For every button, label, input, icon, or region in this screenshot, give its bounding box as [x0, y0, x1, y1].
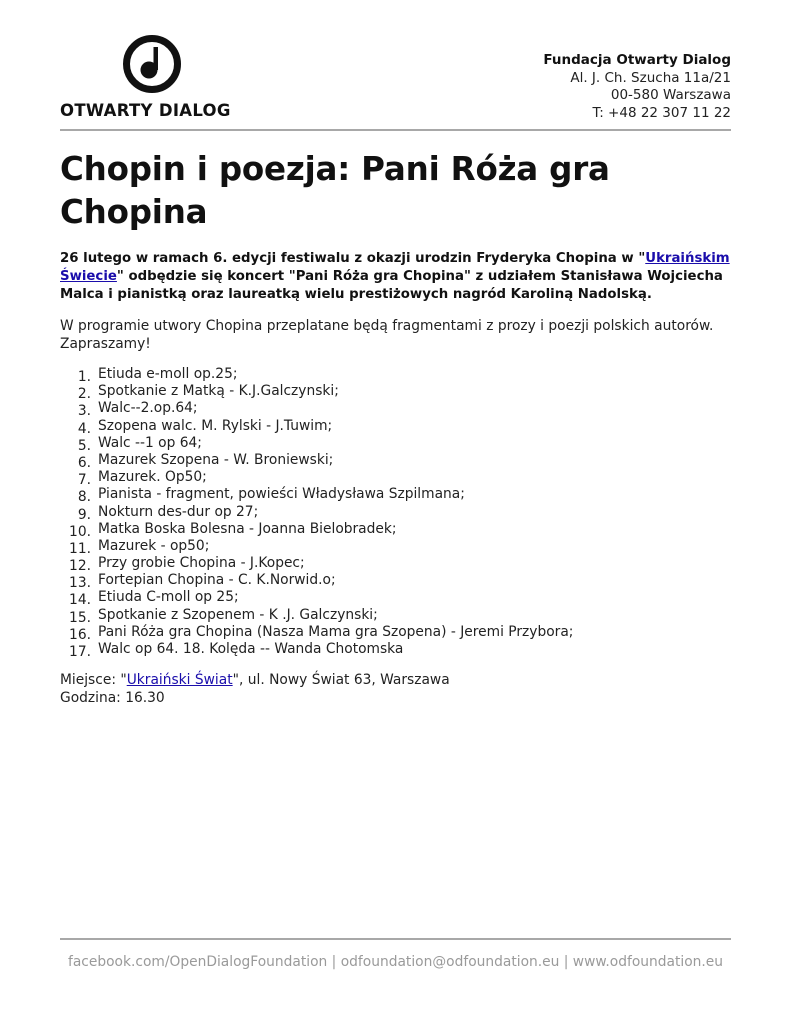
program-item-number: 8. [77, 489, 91, 506]
footer-links: facebook.com/OpenDialogFoundation | odfoundation@odfoundation.eu | www.odfoundation.eu [67, 954, 724, 970]
program-item [60, 452, 732, 469]
program-item [60, 435, 732, 452]
program-item [60, 572, 732, 592]
event-time: Godzina: 16.30 [60, 689, 165, 706]
program-list [60, 366, 732, 658]
program-item-number: 4. [77, 420, 91, 437]
program-item [60, 538, 732, 555]
program-item-number: 16. [69, 626, 91, 643]
venue-address: ", ul. Nowy Świat 63, Warszawa [232, 672, 450, 688]
program-item-number: 1. [77, 369, 91, 385]
lead-text-start: 26 lutego w ramach 6. edycji festiwalu z okazji urodzin Fryderyka Chopina w " [60, 251, 646, 266]
note-circle-icon [122, 34, 182, 94]
program-item-number: 13. [69, 575, 91, 592]
program-item [60, 504, 732, 521]
intro-paragraph: W programie utwory Chopina przeplatane będą fragmentami z prozy i poezji polskich autorów. Zapraszamy! [60, 318, 714, 352]
venue-link[interactable]: Ukraiński Świat [126, 672, 233, 688]
program-item [60, 589, 732, 609]
program-item [60, 521, 732, 538]
program-item-text: Spotkanie z Szopenem - K .J. Galczynski; [98, 606, 378, 623]
program-item-number: 17. [69, 644, 91, 660]
program-item-text: Walc op 64. 18. Kolęda -- Wanda Chotomska [98, 641, 404, 657]
program-item-number: 9. [77, 506, 91, 523]
program-item-number: 6. [77, 454, 91, 471]
program-item-number: 5. [77, 437, 91, 454]
address-line-1: Al. J. Ch. Szucha 11a/21 [570, 69, 731, 86]
page-title: Chopin i poezja: Pani Róża gra Chopina [60, 150, 610, 231]
program-item-text: Szopena walc. M. Rylski - J.Tuwim; [98, 417, 333, 434]
program-item [60, 607, 732, 624]
program-item-text: Matka Boska Bolesna - Joanna Bielobradek; [98, 520, 397, 537]
phone-number: T: +48 22 307 11 22 [592, 104, 731, 121]
program-item-text: Pani Róża gra Chopina (Nasza Mama gra Szopena) - Jeremi Przybora; [98, 623, 574, 640]
program-item-number: 2. [77, 386, 91, 403]
program-item [60, 555, 732, 575]
header-divider [60, 129, 731, 131]
organization-contact [543, 52, 731, 122]
program-item-text: Spotkanie z Matką - K.J.Galczynski; [98, 383, 339, 400]
program-item-number: 15. [69, 609, 91, 626]
program-item-text: Mazurek Szopena - W. Broniewski; [98, 451, 334, 468]
program-item-number: 3. [77, 403, 91, 420]
lead-text-end: " odbędzie się koncert "Pani Róża gra Chopina" z udziałem Stanisława Wojciecha Malca i pianistką oraz laureatką wielu prestiżowych nagród Karoliną Nadolską. [60, 269, 723, 302]
program-item [60, 624, 732, 641]
program-item [60, 400, 732, 420]
venue-info [60, 672, 732, 707]
program-item-number: 7. [77, 472, 91, 489]
logo [60, 34, 260, 124]
program-item-text: Nokturn des-dur op 27; [98, 503, 259, 520]
venue-prefix: Miejsce: " [60, 672, 127, 688]
program-item-text: Walc --1 op 64; [98, 434, 202, 451]
logo-text: OTWARTY DIALOG [60, 101, 231, 120]
program-item [60, 366, 732, 383]
address-line-2: 00-580 Warszawa [610, 87, 731, 103]
program-item-text: Przy grobie Chopina - J.Kopec; [98, 555, 305, 572]
ukrainski-swiat-link[interactable]: Ukraińskim Świecie [60, 251, 730, 284]
program-item-text: Pianista - fragment, powieści Władysława Szpilmana; [98, 486, 465, 503]
program-item-number: 11. [69, 540, 91, 557]
program-item-text: Mazurek. Op50; [98, 469, 207, 486]
program-item-number: 10. [69, 523, 91, 540]
organization-name: Fundacja Otwarty Dialog [543, 52, 731, 68]
program-item-number: 12. [69, 558, 91, 575]
lead-paragraph [60, 250, 732, 304]
program-item [60, 418, 732, 435]
program-item [60, 486, 732, 506]
program-item-text: Etiuda e-moll op.25; [98, 366, 238, 382]
program-item-number: 14. [69, 592, 91, 609]
program-item-text: Etiuda C-moll op 25; [98, 589, 239, 606]
footer-divider [60, 938, 731, 940]
program-item [60, 383, 732, 403]
program-item-text: Fortepian Chopina - C. K.Norwid.o; [98, 572, 336, 589]
program-item [60, 641, 732, 658]
program-item [60, 469, 732, 489]
program-item-text: Mazurek - op50; [98, 537, 210, 554]
program-item-text: Walc--2.op.64; [98, 400, 198, 417]
